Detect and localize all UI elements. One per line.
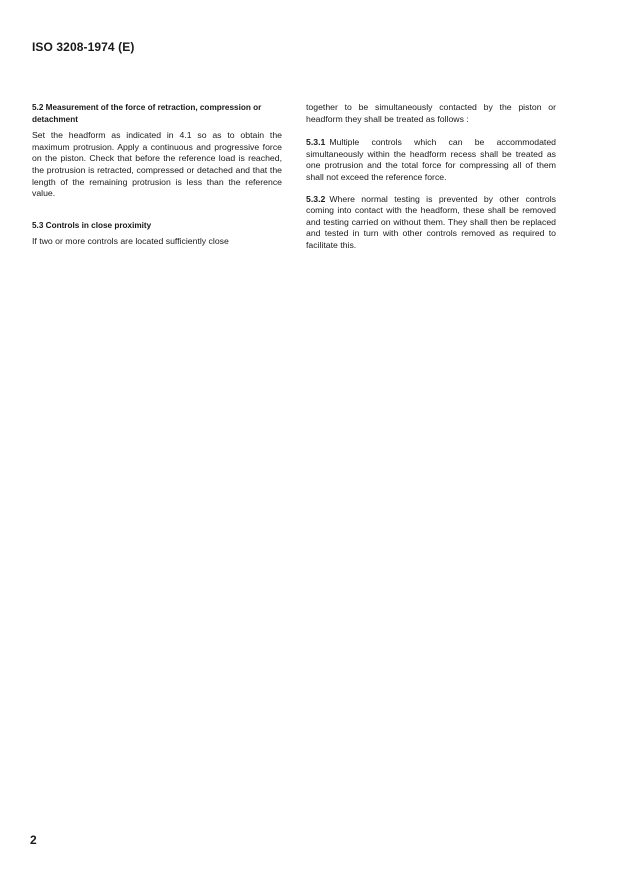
section-5-3-1-number: 5.3.1 bbox=[306, 137, 326, 148]
section-5-3-2-number: 5.3.2 bbox=[306, 193, 326, 204]
section-5-3-1-body: Multiple controls which can be accommodated simultaneously within the headform recess shall be treated as one protrusion and the total force for compressing all of them shall not exceed the reference force. bbox=[306, 137, 556, 182]
continuation-paragraph: together to be simultaneously contacted by the piston or headform they shall be treated as follows : bbox=[306, 102, 556, 124]
page-number: 2 bbox=[30, 833, 37, 847]
section-5-2-body: Set the headform as indicated in 4.1 so as to obtain the maximum protrusion. Apply a continuous and progressive force on the piston. Check that before the reference load is reached, the protrusion is retracted, compressed or detached and that the length of the remaining protrusion is less than the reference value. bbox=[32, 130, 282, 199]
section-5-2-heading: 5.2 Measurement of the force of retraction, compression or detachment bbox=[32, 103, 262, 124]
section-5-3-body: If two or more controls are located sufficiently close bbox=[32, 236, 229, 247]
left-column bbox=[32, 102, 282, 248]
section-5-3-2-paragraph bbox=[306, 194, 556, 252]
section-5-3-heading: 5.3 Controls in close proximity bbox=[32, 220, 152, 230]
section-5-3-1-paragraph bbox=[306, 137, 556, 183]
document-header: ISO 3208-1974 (E) bbox=[32, 40, 135, 54]
right-column bbox=[306, 102, 556, 252]
section-5-3-2-body: Where normal testing is prevented by other controls coming into contact with the headform, these shall be removed and testing carried on without them. They shall then be replaced and tested in turn with other controls removed as required to facilitate this. bbox=[306, 193, 556, 250]
